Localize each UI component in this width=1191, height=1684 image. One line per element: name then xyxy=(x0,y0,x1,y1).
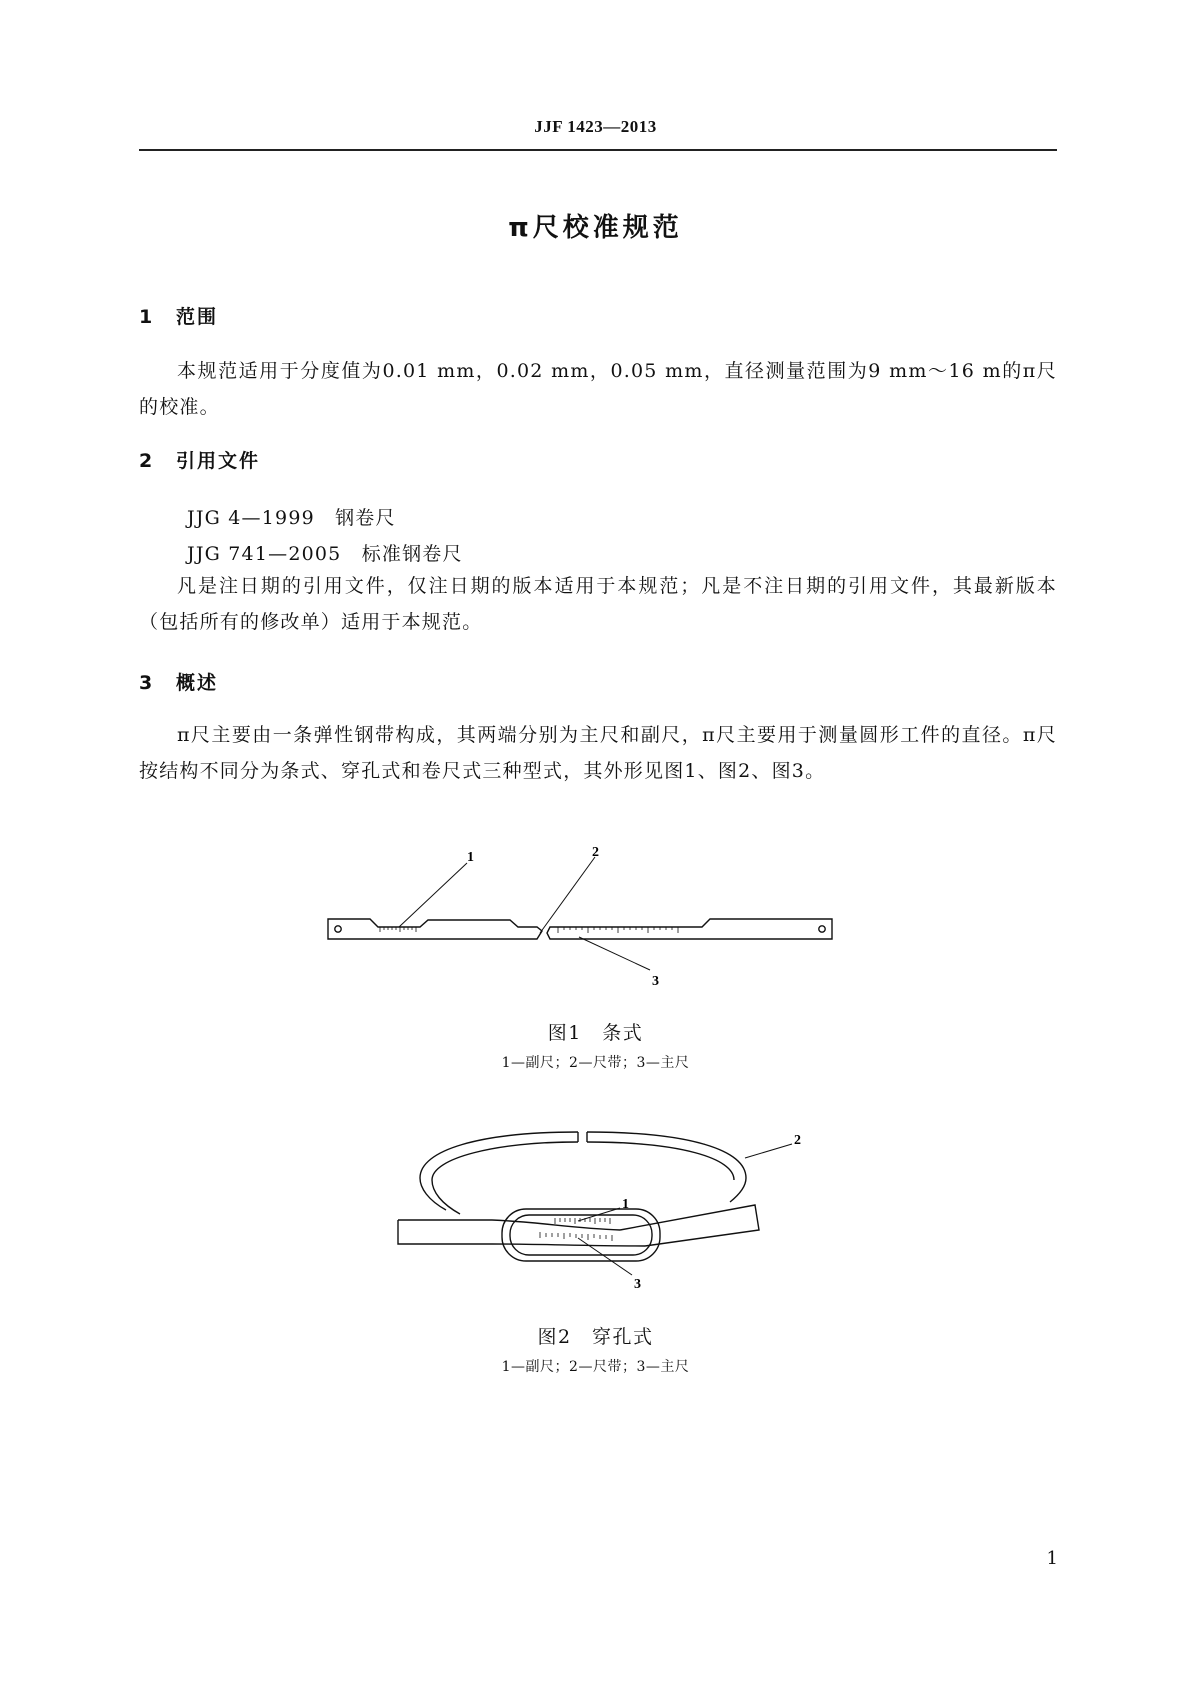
overview-paragraph: π尺主要由一条弹性钢带构成，其两端分别为主尺和副尺，π尺主要用于测量圆形工件的直径。π尺按结构不同分为条式、穿孔式和卷尺式三种型式，其外形见图1、图2、图3。 xyxy=(139,724,1057,782)
figure-1-legend: 1—副尺；2—尺带；3—主尺 xyxy=(501,1055,690,1071)
reference-item xyxy=(187,503,396,530)
references-note-paragraph: 凡是注日期的引用文件，仅注日期的版本适用于本规范；凡是不注日期的引用文件，其最新版本（包括所有的修改单）适用于本规范。 xyxy=(139,575,1057,633)
figure-2-legend: 1—副尺；2—尺带；3—主尺 xyxy=(501,1359,690,1375)
figure-2-caption: 图2 穿孔式 xyxy=(537,1326,654,1348)
figure-1-label-1: 1 xyxy=(467,850,474,865)
header-rule xyxy=(139,149,1057,151)
figure-1-label-3: 3 xyxy=(652,974,659,989)
section-1-heading xyxy=(139,302,218,329)
document-header-code: JJF 1423—2013 xyxy=(534,117,657,136)
section-number: 3 xyxy=(139,672,155,694)
figure-1-label-2: 2 xyxy=(592,845,599,860)
section-number: 1 xyxy=(139,306,155,328)
figure-1-caption: 图1 条式 xyxy=(547,1022,644,1044)
section-title: 引用文件 xyxy=(176,450,261,472)
section-3-heading xyxy=(139,668,218,695)
reference-name: 钢卷尺 xyxy=(335,507,396,529)
reference-code: JJG 4—1999 xyxy=(187,507,315,529)
figure-2-label-2: 2 xyxy=(794,1133,801,1148)
figure-2-label-1: 1 xyxy=(622,1197,629,1212)
document-title: π尺校准规范 xyxy=(508,213,683,243)
section-2-heading xyxy=(139,446,260,473)
section-title: 概述 xyxy=(176,672,219,694)
figure-2-label-3: 3 xyxy=(634,1277,641,1292)
section-number: 2 xyxy=(139,450,155,472)
scope-paragraph: 本规范适用于分度值为0.01 mm，0.02 mm，0.05 mm，直径测量范围为9 mm～16 m的π尺的校准。 xyxy=(139,360,1057,418)
reference-code: JJG 741—2005 xyxy=(187,543,342,565)
reference-item xyxy=(187,539,463,566)
reference-name: 标准钢卷尺 xyxy=(361,543,463,565)
figure-2-loop-ruler xyxy=(390,1110,820,1300)
section-title: 范围 xyxy=(176,306,219,328)
figure-1-strip-ruler xyxy=(320,845,840,995)
page-number: 1 xyxy=(1046,1548,1058,1569)
